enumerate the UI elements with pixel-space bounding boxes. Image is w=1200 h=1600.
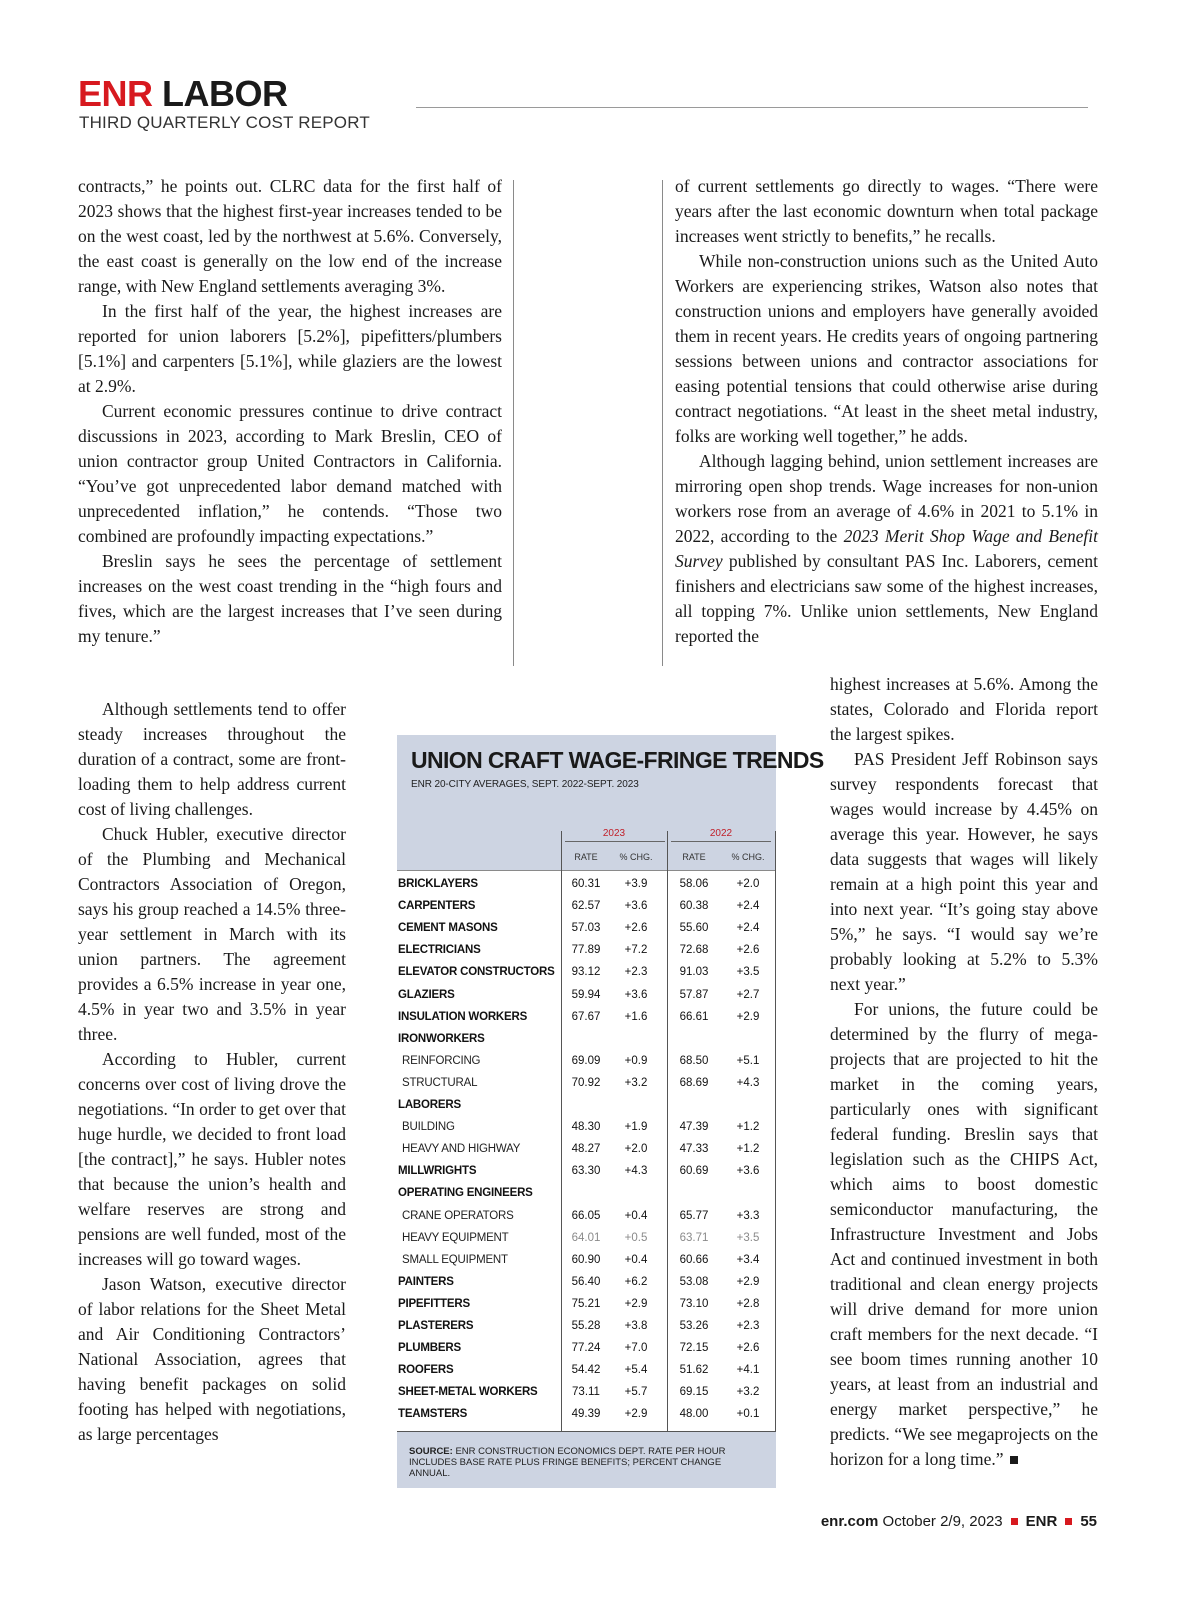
craft-label: SMALL EQUIPMENT [402, 1253, 508, 1266]
change-2023: +0.5 [624, 1231, 648, 1244]
change-2022: +1.2 [736, 1143, 760, 1156]
craft-label: MILLWRIGHTS [398, 1165, 477, 1178]
separator-square-icon [1011, 1518, 1018, 1525]
change-2023: +1.9 [624, 1121, 648, 1134]
rate-2022: 55.60 [679, 922, 709, 935]
rate-2022: 60.69 [679, 1165, 709, 1178]
change-2023: +3.2 [624, 1076, 648, 1089]
rate-2022: 65.77 [679, 1209, 709, 1222]
paragraph-text: Although lagging behind, union settlement increases are mirroring open shop trends. Wage increases for non-union workers rose from an average of 4.6% in 2021 to 5.1% in 2022, according to the [675, 451, 1098, 546]
change-2023: +4.3 [624, 1165, 648, 1178]
year-2022-label: 2022 [709, 828, 733, 839]
paragraph [675, 449, 1098, 649]
rate-2023: 77.24 [571, 1342, 601, 1355]
rate-2022: 53.26 [679, 1320, 709, 1332]
rate-2022: 72.68 [679, 944, 709, 957]
paragraph: In the first half of the year, the highest increases are reported for union laborers [5.2%], pipefitters/plumbers [5.1%] and carpenters [5.1%], while glaziers are the lowest at 2.9%. [78, 301, 502, 396]
rate-2022: 57.87 [679, 988, 709, 1001]
change-2022: +2.7 [736, 988, 760, 1001]
brand-logo: ENR [78, 73, 153, 114]
article-column-2-top [675, 174, 1098, 649]
rate-2023: 93.12 [571, 966, 601, 979]
rate-2023: 69.09 [571, 1054, 601, 1067]
table-row [397, 1029, 776, 1051]
table-row [397, 1250, 776, 1272]
table-row [397, 962, 776, 984]
table-source [409, 1446, 764, 1479]
rate-2023: 62.57 [571, 900, 601, 913]
paragraph: Chuck Hubler, executive director of the Plumbing and Mechanical Contractors Association of Oregon, says his group reached a 14.5% three-year settlement in March with its union partners. The agreement provides a 6.5% increase in year one, 4.5% in year two and 3.5% in year three. [78, 824, 346, 1044]
table-footer [397, 1431, 776, 1488]
table-row [397, 896, 776, 918]
section-header [78, 74, 288, 114]
change-2023: +6.2 [624, 1275, 648, 1288]
craft-label: IRONWORKERS [398, 1032, 485, 1045]
rate-2022: 73.10 [679, 1297, 709, 1310]
rate-2023: 66.05 [571, 1209, 601, 1222]
survey-title: 2023 Merit Shop Wage and Benefit Survey [675, 526, 1098, 571]
col-rate-2023: RATE [574, 852, 598, 862]
col-chg-2022: % CHG. [731, 852, 765, 862]
change-2023: +2.9 [624, 1297, 648, 1310]
change-2022: +3.5 [736, 966, 760, 979]
source-label: SOURCE: [409, 1446, 453, 1457]
change-2022: +2.9 [736, 1275, 760, 1288]
rate-2022: 68.69 [679, 1076, 709, 1089]
column-rule-right [662, 180, 663, 666]
table-row [397, 1183, 776, 1205]
end-mark-icon [1010, 1456, 1018, 1464]
change-2022: +3.4 [736, 1253, 760, 1266]
rate-2023: 63.30 [571, 1165, 601, 1178]
table-row [397, 1139, 776, 1161]
table-row [397, 918, 776, 940]
change-2022: +4.1 [736, 1364, 760, 1377]
rate-2023: 70.92 [571, 1076, 601, 1089]
table-title: UNION CRAFT WAGE-FRINGE TRENDS [411, 747, 824, 773]
table-row [397, 1007, 776, 1029]
paragraph: of current settlements go directly to wages. “There were years after the last economic downturn when total package increases went strictly to benefits,” he recalls. [675, 176, 1098, 246]
paragraph-text: For unions, the future could be determined by the flurry of megaprojects that are projected to hit the market in the coming years, particularly ones with significant federal funding. Breslin says that legislation such as the CHIPS Act, which aims to boost domestic semiconductor manufacturing, the Infrastructure Investment and Jobs Act and continued investment in both traditional and clean energy projects will drive demand for more union craft members for the next decade. “I see boom times running another 10 years, at least from an industrial and energy market perspective,” he predicts. “We see megaprojects on the horizon for a long time.” [830, 999, 1098, 1469]
craft-label: TEAMSTERS [398, 1408, 468, 1421]
craft-label: SHEET-METAL WORKERS [398, 1386, 538, 1399]
paragraph: Current economic pressures continue to drive contract discussions in 2023, according to Mark Breslin, CEO of union contractor group United Contractors in California. “You’ve got unprecedented labor demand matched with unprecedented inflation,” he contends. “Those two combined are profoundly impacting expectations.” [78, 401, 502, 546]
craft-label: BRICKLAYERS [398, 878, 478, 890]
wage-fringe-table [397, 735, 824, 1489]
change-2023: +0.4 [624, 1253, 648, 1266]
table-row [397, 985, 776, 1007]
source-text: ENR CONSTRUCTION ECONOMICS DEPT. RATE PER HOUR INCLUDES BASE RATE PLUS FRINGE BENEFITS; PERCENT CHANGE ANNUAL. [409, 1446, 726, 1479]
rate-2022: 53.08 [679, 1275, 709, 1288]
table-subtitle: ENR 20-CITY AVERAGES, SEPT. 2022-SEPT. 2023 [411, 779, 639, 790]
table-row [397, 940, 776, 962]
section-title: LABOR [162, 73, 288, 114]
rate-2023: 67.67 [571, 1010, 601, 1023]
table-row [397, 1228, 776, 1250]
table-row [397, 1117, 776, 1139]
change-2022: +4.3 [736, 1076, 760, 1089]
article-column-1-narrow [78, 697, 346, 1447]
paragraph: Although settlements tend to offer steady increases throughout the duration of a contract, some are front-loading them to help address current cost of living challenges. [78, 699, 346, 819]
change-2023: +2.6 [624, 922, 648, 935]
change-2022: +2.0 [736, 878, 760, 890]
craft-label: HEAVY AND HIGHWAY [402, 1143, 521, 1156]
article-column-2-narrow [830, 672, 1098, 1472]
rate-2022: 48.00 [679, 1408, 709, 1421]
table-row [397, 1316, 776, 1338]
table-row [397, 1294, 776, 1316]
col-chg-2023: % CHG. [619, 852, 653, 862]
craft-label: ELEVATOR CONSTRUCTORS [398, 966, 555, 979]
paragraph-text: published by consultant PAS Inc. Laborers, cement finishers and electricians saw some of the highest increases, all topping 7%. Unlike union settlements, New England reported the [675, 551, 1098, 646]
craft-label: ROOFERS [398, 1364, 454, 1377]
year-underline [565, 841, 665, 842]
change-2023: +3.6 [624, 900, 648, 913]
rate-2022: 63.71 [679, 1231, 709, 1244]
change-2023: +7.2 [624, 944, 648, 957]
craft-label: REINFORCING [402, 1054, 481, 1067]
footer-date: October 2/9, 2023 [882, 1513, 1003, 1530]
change-2023: +2.0 [624, 1143, 648, 1156]
craft-label: GLAZIERS [398, 988, 455, 1001]
change-2022: +3.2 [736, 1386, 760, 1399]
craft-label: STRUCTURAL [402, 1076, 478, 1089]
rate-2023: 48.30 [571, 1121, 601, 1134]
footer-site: enr.com [820, 1513, 879, 1530]
change-2022: +3.5 [736, 1231, 760, 1244]
paragraph: Jason Watson, executive director of labor relations for the Sheet Metal and Air Conditioning Contractors’ National Association, agrees that having benefit packages on solid footing has helped with negotiations, as large percentages [78, 1274, 346, 1444]
change-2022: +3.3 [736, 1209, 760, 1222]
change-2023: +2.3 [624, 966, 648, 979]
page-number: 55 [1080, 1513, 1097, 1530]
craft-label: ELECTRICIANS [398, 944, 481, 957]
paragraph [830, 997, 1098, 1472]
rate-2022: 47.39 [679, 1121, 709, 1134]
change-2023: +0.9 [624, 1054, 648, 1067]
paragraph: PAS President Jeff Robinson says survey respondents forecast that wages would increase by 4.45% on average this year. However, he says data suggests that wages will likely remain at a high point this year and into next year. “It’s going stay above 5%,” he says. “I would say we’re probably looking at 5.2% to 5.3% next year.” [830, 749, 1098, 994]
rate-2022: 66.61 [679, 1010, 709, 1023]
table-row [397, 1095, 776, 1117]
rate-2023: 55.28 [571, 1320, 601, 1332]
rate-2022: 68.50 [679, 1054, 709, 1067]
change-2023: +3.9 [624, 878, 648, 890]
col-rate-2022: RATE [682, 852, 706, 862]
separator-square-icon [1065, 1518, 1072, 1525]
paragraph: While non-construction unions such as the United Auto Workers are experiencing strikes, Watson also notes that construction unions and employers have generally avoided them in recent years. He credits years of ongoing partnering sessions between unions and contractor associations for easing potential tensions that could otherwise arise during contract negotiations. “At least in the sheet metal industry, folks are working well together,” he adds. [675, 251, 1098, 446]
rate-2022: 69.15 [679, 1386, 709, 1399]
change-2022: +2.6 [736, 944, 760, 957]
rate-2023: 73.11 [572, 1386, 600, 1399]
header-rule [416, 107, 1088, 108]
rate-2022: 91.03 [679, 966, 709, 979]
rate-2022: 60.66 [679, 1253, 709, 1266]
change-2023: +1.6 [624, 1010, 648, 1023]
header-separator [397, 870, 776, 871]
change-2023: +3.8 [624, 1320, 648, 1332]
paragraph: According to Hubler, current concerns over cost of living drove the negotiations. “In order to get over that huge hurdle, we decided to front load [the contract],” he says. Hubler notes that because the union’s health and welfare reserves are strong and pensions are well funded, most of the increases will go toward wages. [78, 1049, 346, 1269]
rate-2023: 59.94 [571, 988, 601, 1001]
rate-2023: 49.39 [571, 1408, 601, 1421]
table-row [397, 1073, 776, 1095]
table-row [397, 874, 776, 896]
craft-label: LABORERS [398, 1099, 461, 1111]
change-2023: +7.0 [624, 1342, 648, 1355]
change-2023: +2.9 [624, 1408, 648, 1421]
rate-2023: 60.90 [571, 1253, 601, 1266]
change-2023: +3.6 [624, 988, 648, 1001]
craft-label: CRANE OPERATORS [402, 1209, 514, 1222]
paragraph: highest increases at 5.6%. Among the states, Colorado and Florida report the largest spikes. [830, 674, 1098, 744]
rate-2023: 77.89 [571, 944, 601, 957]
rate-2023: 57.03 [571, 922, 601, 935]
craft-label: PAINTERS [398, 1275, 454, 1288]
table-row [397, 1206, 776, 1228]
change-2022: +3.6 [736, 1165, 760, 1178]
change-2023: +0.4 [624, 1209, 648, 1222]
change-2022: +2.4 [736, 922, 760, 935]
craft-label: OPERATING ENGINEERS [398, 1187, 533, 1200]
change-2022: +2.9 [736, 1010, 760, 1023]
rate-2023: 60.31 [571, 878, 601, 890]
rate-2023: 48.27 [571, 1143, 601, 1156]
change-2022: +2.6 [736, 1342, 760, 1355]
year-2023-label: 2023 [602, 828, 626, 839]
rate-2022: 47.33 [679, 1143, 709, 1156]
table-row [397, 1360, 776, 1382]
change-2022: +2.3 [736, 1320, 760, 1332]
table-row [397, 1051, 776, 1073]
rate-2023: 56.40 [571, 1275, 601, 1288]
rate-2022: 60.38 [679, 900, 709, 913]
change-2022: +1.2 [736, 1121, 760, 1134]
craft-label: HEAVY EQUIPMENT [402, 1231, 509, 1244]
table-row [397, 1272, 776, 1294]
craft-label: CARPENTERS [398, 900, 476, 913]
year-underline [671, 841, 771, 842]
craft-label: INSULATION WORKERS [398, 1010, 528, 1023]
rate-2023: 64.01 [571, 1231, 601, 1244]
paragraph: contracts,” he points out. CLRC data for the first half of 2023 shows that the highest first-year increases tended to be on the west coast, led by the northwest at 5.6%. Conversely, the east coast is generally on the low end of the increase range, with New England settlements averaging 3%. [78, 176, 502, 296]
change-2023: +5.4 [624, 1364, 648, 1377]
footer-brand: ENR [1025, 1513, 1058, 1530]
table-row [397, 1161, 776, 1183]
craft-label: PIPEFITTERS [398, 1297, 470, 1310]
change-2022: +5.1 [736, 1054, 760, 1067]
rate-2023: 54.42 [571, 1364, 601, 1377]
craft-label: PLASTERERS [398, 1320, 474, 1332]
table-row [397, 1382, 776, 1404]
change-2023: +5.7 [624, 1386, 648, 1399]
page-footer [821, 1513, 1097, 1530]
change-2022: +2.4 [736, 900, 760, 913]
change-2022: +0.1 [736, 1408, 760, 1421]
rate-2022: 72.15 [679, 1342, 709, 1355]
paragraph: Breslin says he sees the percentage of settlement increases on the west coast trending in the “high fours and fives, which are the largest increases that I’ve seen during my tenure.” [78, 551, 502, 646]
craft-label: BUILDING [402, 1121, 455, 1134]
change-2022: +2.8 [736, 1297, 760, 1310]
craft-label: PLUMBERS [398, 1342, 461, 1355]
table-header [397, 735, 824, 870]
rate-2022: 58.06 [679, 878, 709, 890]
craft-label: CEMENT MASONS [398, 922, 498, 935]
table-row [397, 1404, 776, 1426]
rate-2022: 51.62 [679, 1364, 709, 1377]
report-subtitle: THIRD QUARTERLY COST REPORT [79, 113, 370, 132]
article-column-1-top [78, 174, 502, 649]
column-rule-left [513, 180, 514, 666]
rate-2023: 75.21 [571, 1297, 601, 1310]
table-row [397, 1338, 776, 1360]
